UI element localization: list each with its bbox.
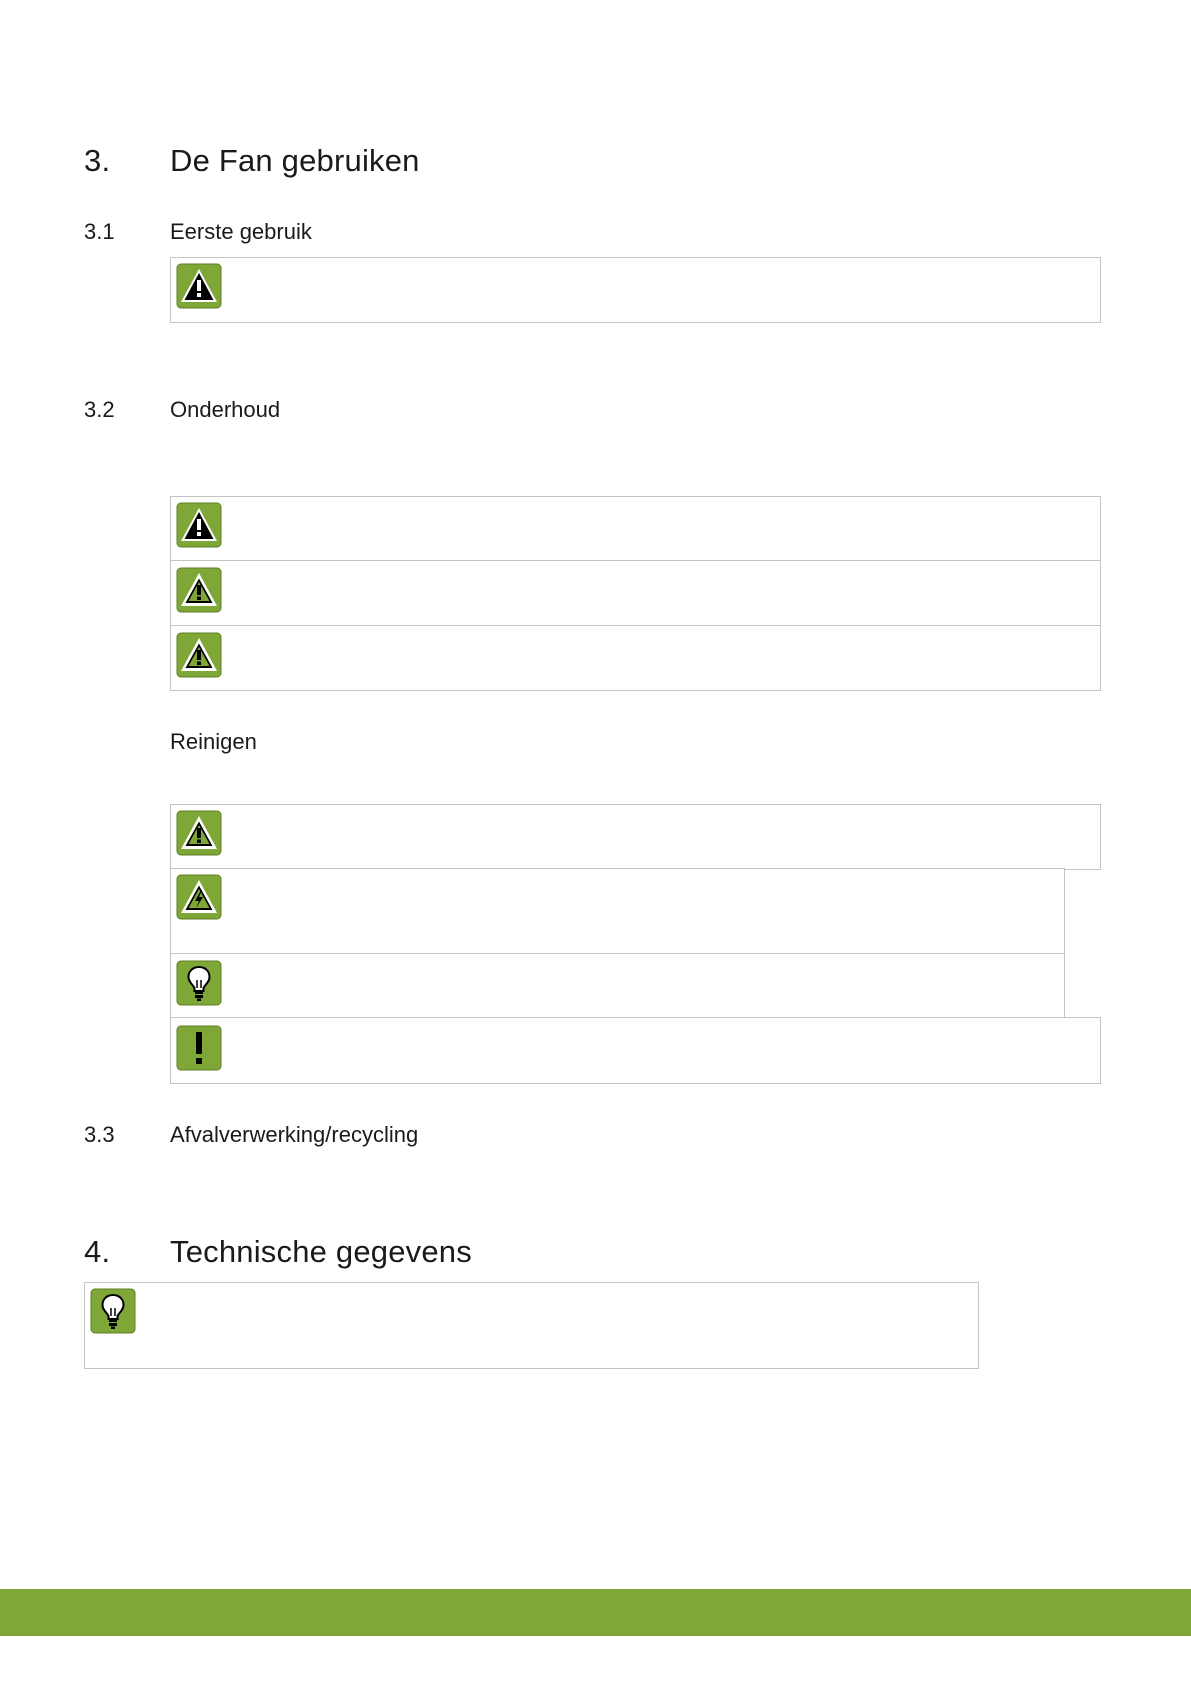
section-3-3-title: Afvalverwerking/recycling bbox=[170, 1122, 419, 1147]
warning-icon bbox=[176, 263, 222, 309]
cleaning-electric-notice bbox=[170, 868, 1065, 955]
footer-accent-bar bbox=[0, 1589, 1191, 1636]
section-4-title: Technische gegevens bbox=[170, 1234, 472, 1269]
maintenance-notice-3 bbox=[170, 625, 1101, 691]
section-3-1-title: Eerste gebruik bbox=[170, 219, 312, 244]
warning-icon bbox=[176, 810, 222, 856]
exclamation-icon bbox=[176, 1025, 222, 1071]
maintenance-notice-1 bbox=[170, 496, 1101, 562]
section-3-2-number: 3.2 bbox=[84, 397, 115, 422]
cleaning-tip-notice bbox=[170, 953, 1065, 1019]
cleaning-notice-1 bbox=[170, 804, 1101, 870]
section-3-2-title: Onderhoud bbox=[170, 397, 281, 422]
section-4-number: 4. bbox=[84, 1234, 111, 1269]
section-3-3-number: 3.3 bbox=[84, 1122, 115, 1147]
cleaning-title: Reinigen bbox=[170, 729, 257, 754]
electric-hazard-icon bbox=[176, 874, 222, 920]
technical-tip-notice bbox=[84, 1282, 979, 1369]
warning-icon bbox=[176, 502, 222, 548]
first-use-notice bbox=[170, 257, 1101, 323]
section-3-1-number: 3.1 bbox=[84, 219, 115, 244]
warning-icon bbox=[176, 567, 222, 613]
lightbulb-icon bbox=[176, 960, 222, 1006]
lightbulb-icon bbox=[90, 1288, 136, 1334]
section-3-title: De Fan gebruiken bbox=[170, 143, 420, 178]
cleaning-attention-notice bbox=[170, 1017, 1101, 1084]
warning-icon bbox=[176, 632, 222, 678]
section-3-number: 3. bbox=[84, 143, 111, 178]
maintenance-notice-2 bbox=[170, 560, 1101, 626]
